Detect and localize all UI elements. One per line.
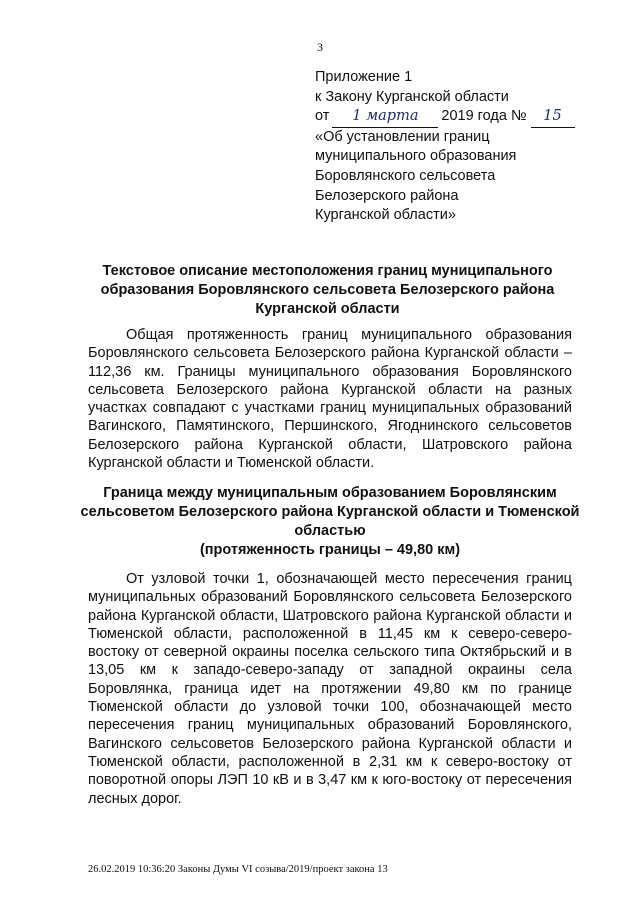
year-text: 2019 года № [441, 108, 527, 125]
appendix-title: Приложение 1 [315, 69, 413, 85]
page-number: 3 [317, 40, 323, 54]
date-prefix: от [315, 108, 330, 125]
border-description-paragraph: От узловой точки 1, обозначающей место пересечения границ муниципальных образований Боровлянского сельсовета Белозерского района Курганской области, Шатровского района Курганской области и Тюменской области, расположенной в 11,45 км к северо-северо-востоку от северной окраины поселка сельского типа Октябрьский и в 13,05 км к западо-северо-западу от западной окраины села Боровлянка, граница идет на протяжении 49,80 км по границе Тюменской области до узловой точки 100, обозначающей место пересечения границ муниципальных образований Боровлянского, Вагинского сельсоветов Белозерского района Курганской области и Тюменской области, расположенной в 2,31 км к северо-востоку от поворотной опоры ЛЭП 10 кВ и в 3,47 км к юго-востоку от пересечения лесных дорог. [88, 571, 572, 807]
border-section-title: Граница между муниципальным образованием Боровлянским сельсоветом Белозерского района Курганской области и Тюменской областью [80, 485, 580, 539]
appendix-law-reference: к Закону Курганской области [315, 88, 509, 105]
appendix-law-title-1: «Об установлении границ [315, 128, 490, 145]
appendix-law-title-2: муниципального образования [315, 148, 517, 165]
handwritten-date: 1 марта [332, 107, 438, 128]
appendix-block [315, 68, 615, 226]
general-description-paragraph: Общая протяженность границ муниципального образования Боровлянского сельсовета Белозерского района Курганской области – 112,36 км. Границы муниципального образования Боровлянского сельсовета Белозерского района Курганской области на разных участках совпадают с участками границ муниципальных образований Вагинского, Памятинского, Першинского, Ягоднинского сельсоветов Белозерского района Курганской области, Шатровского района Курганской области и Тюменской области. [88, 327, 572, 472]
appendix-law-title-5: Курганской области» [315, 207, 456, 224]
appendix-date-line [315, 107, 615, 128]
appendix-law-title-4: Белозерского района [315, 187, 459, 204]
handwritten-law-number: 15 [531, 107, 575, 128]
border-length-subtitle: (протяженность границы – 49,80 км) [199, 542, 461, 558]
appendix-law-title-3: Боровлянского сельсовета [315, 167, 496, 184]
border-section-heading [80, 484, 580, 560]
footer-file-info: 26.02.2019 10:36:20 Законы Думы VI созыва/2019/проект закона 13 [88, 864, 388, 875]
document-heading: Текстовое описание местоположения границ муниципального образования Боровлянского сельсовета Белозерского района Курганской области [100, 263, 555, 317]
